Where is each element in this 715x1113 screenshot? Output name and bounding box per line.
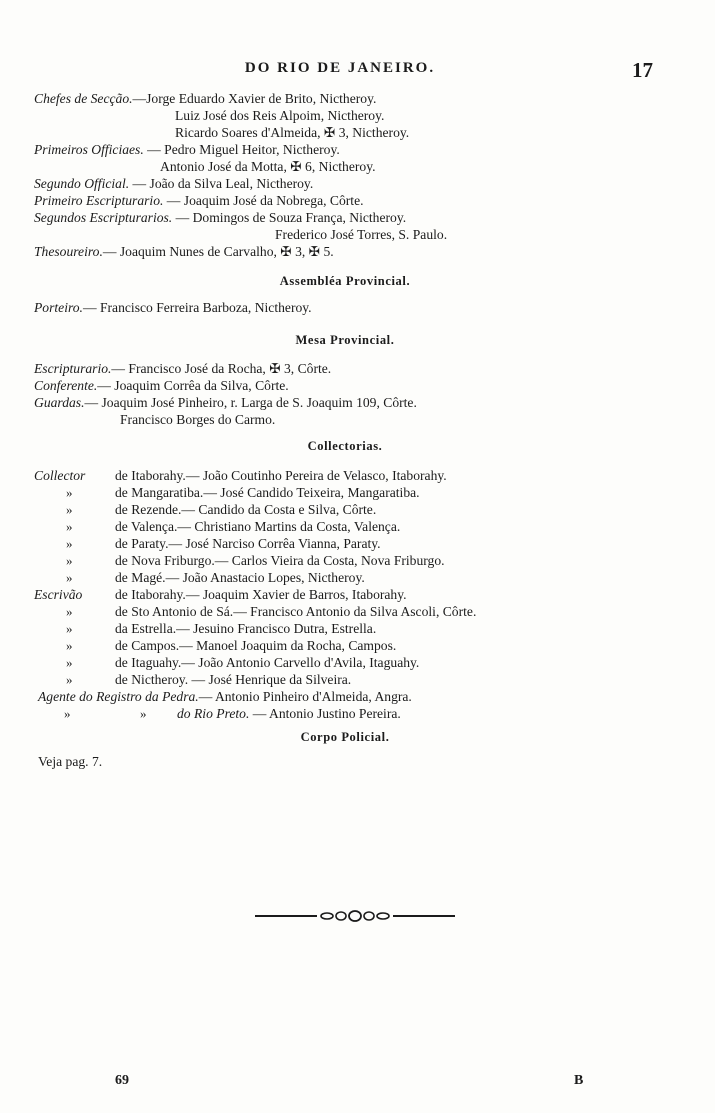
mesa-text: — Joaquim Corrêa da Silva, Côrte. xyxy=(97,378,289,393)
assembly-text: — Francisco Ferreira Barboza, Nictheroy. xyxy=(82,300,312,315)
mesa-line xyxy=(34,377,289,394)
collector-entry: de Mangaratiba.— José Candido Teixeira, Mangaratiba. xyxy=(115,485,420,500)
assembly-line xyxy=(34,299,312,316)
official-text: — Domingos de Souza França, Nictheroy. xyxy=(172,210,407,225)
official-line xyxy=(275,226,447,243)
page-header-title: DO RIO DE JANEIRO. xyxy=(244,60,436,76)
official-line xyxy=(34,90,376,107)
escrivao-entry: de Campos.— Manoel Joaquim da Rocha, Campos. xyxy=(115,638,397,653)
collector-entry: de Nova Friburgo.— Carlos Vieira da Costa, Nova Friburgo. xyxy=(115,553,445,568)
ditto-mark: » xyxy=(66,604,73,619)
collector-entry: de Paraty.— José Narciso Corrêa Vianna, Paraty. xyxy=(115,536,381,551)
mesa-line xyxy=(34,360,331,377)
mesa-label: Guardas. xyxy=(34,395,85,410)
section-heading-collectorias: Collectorias. xyxy=(307,439,383,453)
section-heading-assembly: Assembléa Provincial. xyxy=(279,274,411,288)
official-line xyxy=(34,175,313,192)
ditto-mark: » xyxy=(66,502,73,517)
agente-text: — Antonio Pinheiro d'Almeida, Angra. xyxy=(198,689,412,704)
official-text: Luiz José dos Reis Alpoim, Nictheroy. xyxy=(175,108,385,123)
ditto-mark: » xyxy=(66,638,73,653)
official-label: Primeiros Officiaes. xyxy=(34,142,144,157)
mesa-text: — Joaquim José Pinheiro, r. Larga de S. Joaquim 109, Côrte. xyxy=(84,395,417,410)
ditto-mark: » xyxy=(66,570,73,585)
escrivao-entry: da Estrella.— Jesuino Francisco Dutra, Estrella. xyxy=(115,621,377,636)
escrivao-entry: de Sto Antonio de Sá.— Francisco Antonio da Silva Ascoli, Côrte. xyxy=(115,604,477,619)
agente-line xyxy=(38,688,412,705)
official-line xyxy=(175,107,384,124)
collector-label: Collector xyxy=(34,468,86,483)
official-label: Segundo Official. xyxy=(34,176,130,191)
escrivao-entry: de Itaborahy.— Joaquim Xavier de Barros, Itaborahy. xyxy=(115,587,407,602)
ditto-mark: » xyxy=(66,672,73,687)
escrivao-label: Escrivão xyxy=(34,587,83,602)
mesa-text: — Francisco José da Rocha, ✠ 3, Côrte. xyxy=(111,361,332,376)
official-line xyxy=(34,243,334,260)
ditto-mark: » xyxy=(66,655,73,670)
ornament-divider-icon xyxy=(255,906,455,926)
escrivao-row xyxy=(34,586,82,603)
signature-mark: 69 xyxy=(115,1073,129,1088)
official-text: — Pedro Miguel Heitor, Nictheroy. xyxy=(143,142,340,157)
official-line xyxy=(175,124,409,141)
official-label: Chefes de Secção. xyxy=(34,91,133,106)
section-heading-mesa: Mesa Provincial. xyxy=(295,333,395,347)
section-heading-policia: Corpo Policial. xyxy=(300,730,390,744)
collector-entry: de Itaborahy.— João Coutinho Pereira de Velasco, Itaborahy. xyxy=(115,468,447,483)
official-text: Ricardo Soares d'Almeida, ✠ 3, Nictheroy. xyxy=(175,125,410,140)
official-line xyxy=(34,141,340,158)
ditto-mark: » xyxy=(66,553,73,568)
ditto-mark: » xyxy=(66,621,73,636)
official-text: — João da Silva Leal, Nictheroy. xyxy=(129,176,314,191)
collector-entry: de Valença.— Christiano Martins da Costa, Valença. xyxy=(115,519,401,534)
official-text: —Jorge Eduardo Xavier de Brito, Nictheroy. xyxy=(132,91,377,106)
agente2-text: — Antonio Justino Pereira. xyxy=(249,706,401,721)
mesa-text: Francisco Borges do Carmo. xyxy=(120,412,276,427)
collector-entry: de Magé.— João Anastacio Lopes, Nictheroy. xyxy=(115,570,365,585)
official-line xyxy=(160,158,376,175)
agente2-label: do Rio Preto. xyxy=(177,706,250,721)
official-label: Primeiro Escripturario. xyxy=(34,193,164,208)
official-text: Antonio José da Motta, ✠ 6, Nictheroy. xyxy=(160,159,376,174)
ditto-mark: » xyxy=(64,706,71,721)
escrivao-entry: de Nictheroy. — José Henrique da Silveira. xyxy=(115,672,352,687)
escrivao-entry: de Itaguahy.— João Antonio Carvello d'Avila, Itaguahy. xyxy=(115,655,420,670)
ditto-mark: » xyxy=(66,519,73,534)
mesa-line xyxy=(120,411,275,428)
footer-letter: B xyxy=(574,1073,584,1088)
official-text: Frederico José Torres, S. Paulo. xyxy=(275,227,448,242)
official-line xyxy=(34,209,406,226)
ditto-mark: » xyxy=(66,536,73,551)
assembly-label: Porteiro. xyxy=(34,300,83,315)
mesa-label: Conferente. xyxy=(34,378,98,393)
mesa-label: Escripturario. xyxy=(34,361,112,376)
official-label: Segundos Escripturarios. xyxy=(34,210,173,225)
ditto-mark: » xyxy=(66,485,73,500)
official-line xyxy=(34,192,364,209)
official-text: — Joaquim Nunes de Carvalho, ✠ 3, ✠ 5. xyxy=(102,244,334,259)
mesa-line xyxy=(34,394,417,411)
policia-line: Veja pag. 7. xyxy=(38,754,103,769)
agente-label: Agente do Registro da Pedra. xyxy=(38,689,199,704)
ditto-mark: » xyxy=(140,706,147,721)
agente-line-2 xyxy=(177,705,401,722)
page-number: 17 xyxy=(632,58,653,82)
official-label: Thesoureiro. xyxy=(34,244,103,259)
official-text: — Joaquim José da Nobrega, Côrte. xyxy=(163,193,364,208)
collector-row xyxy=(34,467,85,484)
collector-entry: de Rezende.— Candido da Costa e Silva, Côrte. xyxy=(115,502,377,517)
